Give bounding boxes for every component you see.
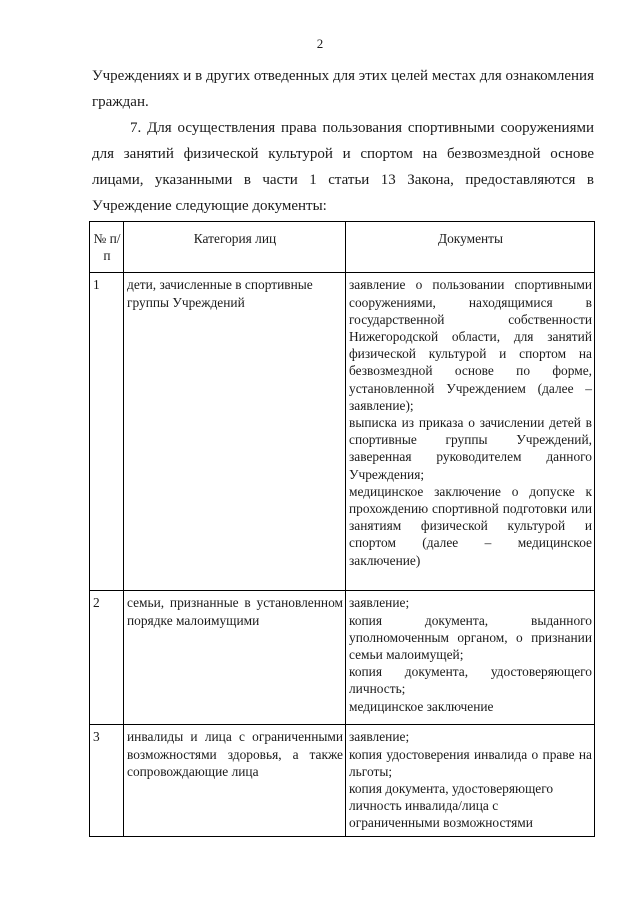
row-number: 3 xyxy=(90,725,124,836)
header-category: Категория лиц xyxy=(124,222,346,273)
row-number: 1 xyxy=(90,273,124,591)
table-row xyxy=(90,273,595,591)
page-number: 2 xyxy=(316,36,324,51)
table-row xyxy=(90,591,595,725)
paragraph-item-7: 7. Для осуществления права пользования спортивными сооружениями для занятий физической культурой и спортом на безвозмездной основе лицами, указанными в части 1 статьи 13 Закона, предоставляются в Учреждение следующие документы: xyxy=(92,120,594,214)
document-item: медицинское заключение о допуске к прохождению спортивной подготовки или занятиям физической культурой и спортом (далее – медицинское заключение) xyxy=(349,483,592,568)
document-item: копия документа, удостоверяющего личность инвалида/лица с ограниченными возможностями xyxy=(349,781,554,831)
table-header-row xyxy=(90,222,595,273)
document-item: копия документа, удостоверяющего личность; xyxy=(349,664,592,697)
row-documents xyxy=(346,725,595,836)
document-item: выписка из приказа о зачислении детей в спортивные группы Учреждений, заверенная руководителем данного Учреждения; xyxy=(349,415,592,482)
header-documents: Документы xyxy=(346,222,595,273)
row-category: семьи, признанные в установленном порядке малоимущими xyxy=(124,591,346,725)
row-documents xyxy=(346,591,595,725)
header-number: № п/п xyxy=(90,222,124,273)
document-item: заявление; xyxy=(349,595,410,611)
paragraph-intro: Учреждениях и в других отведенных для этих целей местах для ознакомления граждан. xyxy=(92,68,594,110)
row-documents xyxy=(346,273,595,591)
row-number: 2 xyxy=(90,591,124,725)
row-category: дети, зачисленные в спортивные группы Учреждений xyxy=(124,273,346,591)
document-item: копия документа, выданного уполномоченным органом, о признании семьи малоимущей; xyxy=(349,612,592,663)
document-item: заявление; xyxy=(349,729,410,745)
document-item: медицинское заключение xyxy=(349,698,494,714)
table-row xyxy=(90,725,595,836)
document-item: копия удостоверения инвалида о праве на льготы; xyxy=(349,746,592,779)
document-item: заявление о пользовании спортивными сооружениями, находящимися в государственной собственности Нижегородской области, для занятий физической культурой и спортом на безвозмездной основе по форме, установленной Учреждением (далее – заявление); xyxy=(349,277,592,413)
documents-table xyxy=(89,221,595,837)
row-category: инвалиды и лица с ограниченными возможностями здоровья, а также сопровождающие лица xyxy=(124,725,346,836)
